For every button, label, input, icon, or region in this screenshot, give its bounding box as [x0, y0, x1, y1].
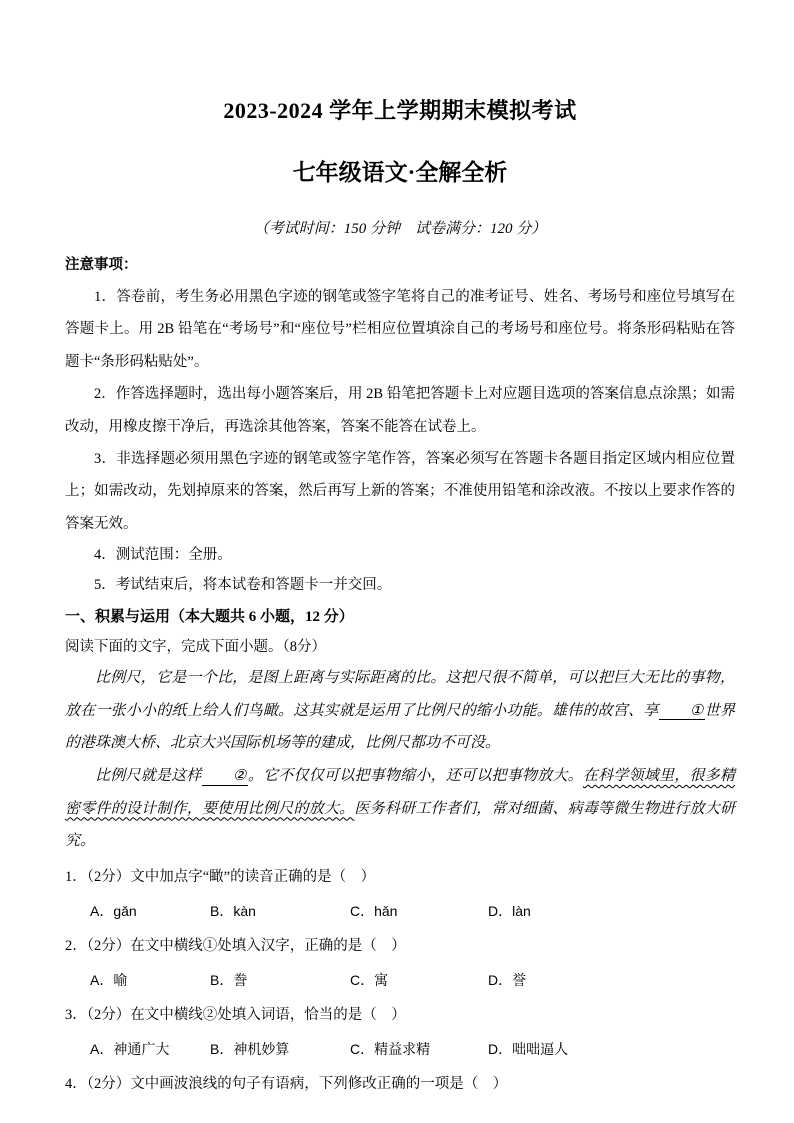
section-intro: 阅读下面的文字，完成下面小题。（8分） [65, 639, 326, 656]
question-1 [65, 862, 735, 925]
question-1-stem: 1．（2分）文中加点字“瞰”的读音正确的是（ ） [65, 868, 376, 885]
question-4 [65, 1069, 735, 1100]
notice-item-1: 1．答卷前，考生务必用黑色字迹的钢笔或签字笔将自己的准考证号、姓名、考场号和座位号填写在答题卡上。用 2B 铅笔在“考场号”和“座位号”栏相应位置填涂自己的考场号和座位号。将条形码粘贴在答题卡“条形码粘贴处”。 [65, 289, 735, 370]
wavy-underlined-sentence: 在科学领域里，很多精密零件的设计制作，要使用比例尺的放大。 [65, 768, 735, 817]
question-1-option-b: B．kàn [210, 902, 256, 919]
page-subtitle: 七年级语文·全解全析 [292, 160, 508, 185]
passage-p2-text-1: 比例尺就是这样 [95, 768, 202, 785]
page-title: 2023-2024 学年上学期期末模拟考试 [223, 98, 577, 123]
question-3-stem: 3．（2分）在文中横线②处填入词语，恰当的是（ ） [65, 1006, 406, 1023]
notice-item-4: 4．测试范围：全册。 [94, 547, 232, 564]
question-3-option-b: B．神机妙算 [210, 1040, 290, 1057]
notice-item-2: 2．作答选择题时，选出每小题答案后，用 2B 铅笔把答题卡上对应题目选项的答案信息点涂黑；如需改动，用橡皮擦干净后，再选涂其他答案，答案不能答在试卷上。 [65, 386, 735, 435]
question-3-option-c: C．精益求精 [350, 1040, 431, 1057]
question-1-option-a: A．gǎn [90, 902, 137, 919]
question-2-option-c: C．寓 [350, 971, 389, 988]
question-2-stem: 2．（2分）在文中横线①处填入汉字，正确的是（ ） [65, 937, 406, 954]
question-1-option-d: D．làn [488, 902, 531, 919]
question-3-option-d: D．咄咄逼人 [488, 1040, 569, 1057]
notice-section [65, 250, 735, 600]
question-1-options [90, 897, 735, 925]
question-1-option-c: C．hǎn [350, 902, 398, 919]
question-4-stem: 4．（2分）文中画波浪线的句子有语病，下列修改正确的一项是（ ） [65, 1075, 508, 1092]
question-3-option-a: A．神通广大 [90, 1040, 170, 1057]
passage-p1-text-2: 世界的港珠澳大桥、北京大兴国际机场等的建成，比例尺都功不可没。 [65, 702, 735, 752]
exam-info: （考试时间：150 分钟 试卷满分：120 分） [253, 221, 547, 237]
blank-circled-2: ② [202, 768, 248, 786]
question-2 [65, 931, 735, 994]
passage-paragraph-2 [65, 760, 735, 858]
reading-passage [65, 662, 735, 858]
question-3 [65, 1000, 735, 1063]
section-heading: 一、积累与运用（本大题共 6 小题，12 分） [65, 609, 354, 626]
passage-p2-text-2: 。它不仅仅可以把事物缩小，还可以把事物放大。 [247, 768, 583, 785]
question-2-option-a: A．喻 [90, 971, 128, 988]
question-2-options [90, 966, 735, 994]
notice-heading: 注意事项： [65, 257, 138, 273]
blank-circled-1: ① [659, 703, 705, 721]
passage-paragraph-1 [65, 662, 735, 760]
notice-item-3: 3．非选择题必须用黑色字迹的钢笔或签字笔作答，答案必须写在答题卡各题目指定区域内相应位置上；如需改动，先划掉原来的答案，然后再写上新的答案；不准使用铅笔和涂改液。不按以上要求作答的答案无效。 [65, 451, 735, 532]
question-2-option-b: B．誊 [210, 971, 248, 988]
question-2-option-d: D．誉 [488, 971, 527, 988]
notice-item-5: 5．考试结束后，将本试卷和答题卡一并交回。 [94, 577, 392, 594]
passage-p1-text-1: 比例尺，它是一个比，是图上距离与实际距离的比。这把尺很不简单，可以把巨大无比的事物，放在一张小小的纸上给人们鸟瞰。这其实就是运用了比例尺的缩小功能。雄伟的故宫、享 [65, 670, 735, 719]
passage-p2-text-3: 医务科研工作者们，常对细菌、病毒等微生物进行放大研究。 [65, 800, 735, 850]
question-3-options [90, 1035, 735, 1063]
